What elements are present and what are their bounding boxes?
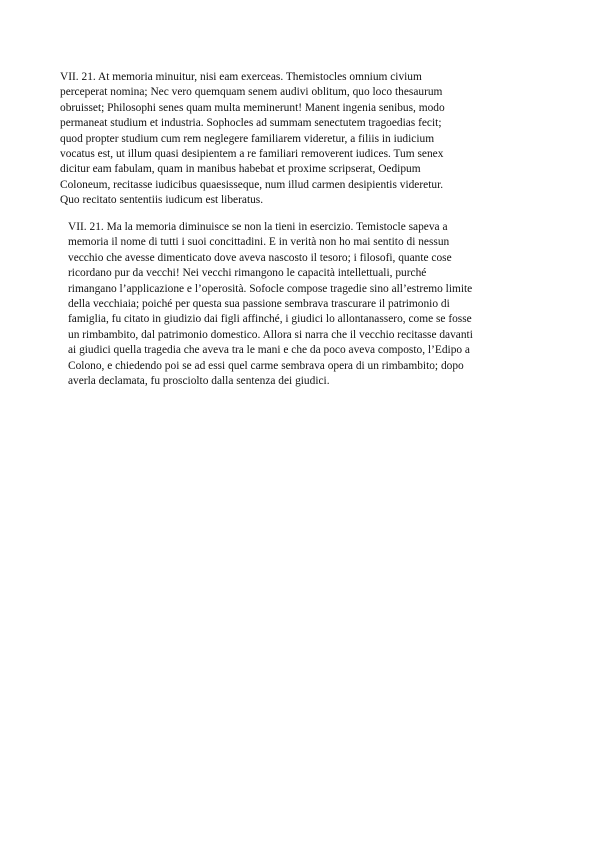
latin-paragraph [60,70,540,209]
italian-line: VII. 21. Ma la memoria diminuisce se non la tieni in esercizio. Temistocle sapeva a [68,221,448,233]
italian-line: un rimbambito, dal patrimonio domestico. Allora si narra che il vecchio recitasse davanti [68,328,473,341]
latin-line: dicitur eam fabulam, quam in manibus habebat et proxime scripserat, Oedipum [60,163,421,176]
latin-line: quod propter studium cum rem neglegere familiarem videretur, a filiis in iudicium [60,132,435,145]
latin-line: permaneat studium et industria. Sophocles ad summam senectutem tragoedias fecit; [60,117,442,130]
latin-line: obruisset; Philosophi senes quam multa meminerunt! Manent ingenia senibus, modo [60,101,445,114]
italian-line: vecchio che avesse dimenticato dove aveva nascosto il tesoro; i filosofi, quante cose [68,251,452,264]
latin-line: perceperat nomina; Nec vero quemquam senem audivi oblitum, quo loco thesaurum [60,86,443,99]
italian-line: ricordano pur da vecchi! Nei vecchi rimangono le capacità intellettuali, purché [68,267,427,280]
italian-line: famiglia, fu citato in giudizio dai figli affinché, i giudici lo allontanassero, come se fosse [68,313,472,326]
latin-line: vocatus est, ut illum quasi desipientem a re familiari removerent iudices. Tum senex [60,148,444,161]
italian-paragraph [68,220,548,389]
italian-line: averla declamata, fu prosciolto dalla sentenza dei giudici. [68,375,330,388]
latin-line: Quo recitato sententiis iudicum est liberatus. [60,194,264,207]
latin-line: Coloneum, recitasse iudicibus quaesisseque, num illud carmen desipientis videretur. [60,178,444,191]
italian-line: Colono, e chiedendo poi se ad essi quel carme sembrava opera di un rimbambito; dopo [68,359,464,372]
latin-line: VII. 21. At memoria minuitur, nisi eam exerceas. Themistocles omnium civium [60,71,422,83]
italian-line: ai giudici quella tragedia che aveva tra le mani e che da poco aveva composto, l’Edipo a [68,344,470,357]
italian-line: della vecchiaia; poiché per questa sua passione sembrava trascurare il patrimonio di [68,298,450,311]
italian-line: memoria il nome di tutti i suoi concittadini. E in verità non ho mai sentito di nessun [68,236,450,249]
italian-line: rimangano l’applicazione e l’operosità. Sofocle compose tragedie sino all’estremo limite [68,282,473,295]
